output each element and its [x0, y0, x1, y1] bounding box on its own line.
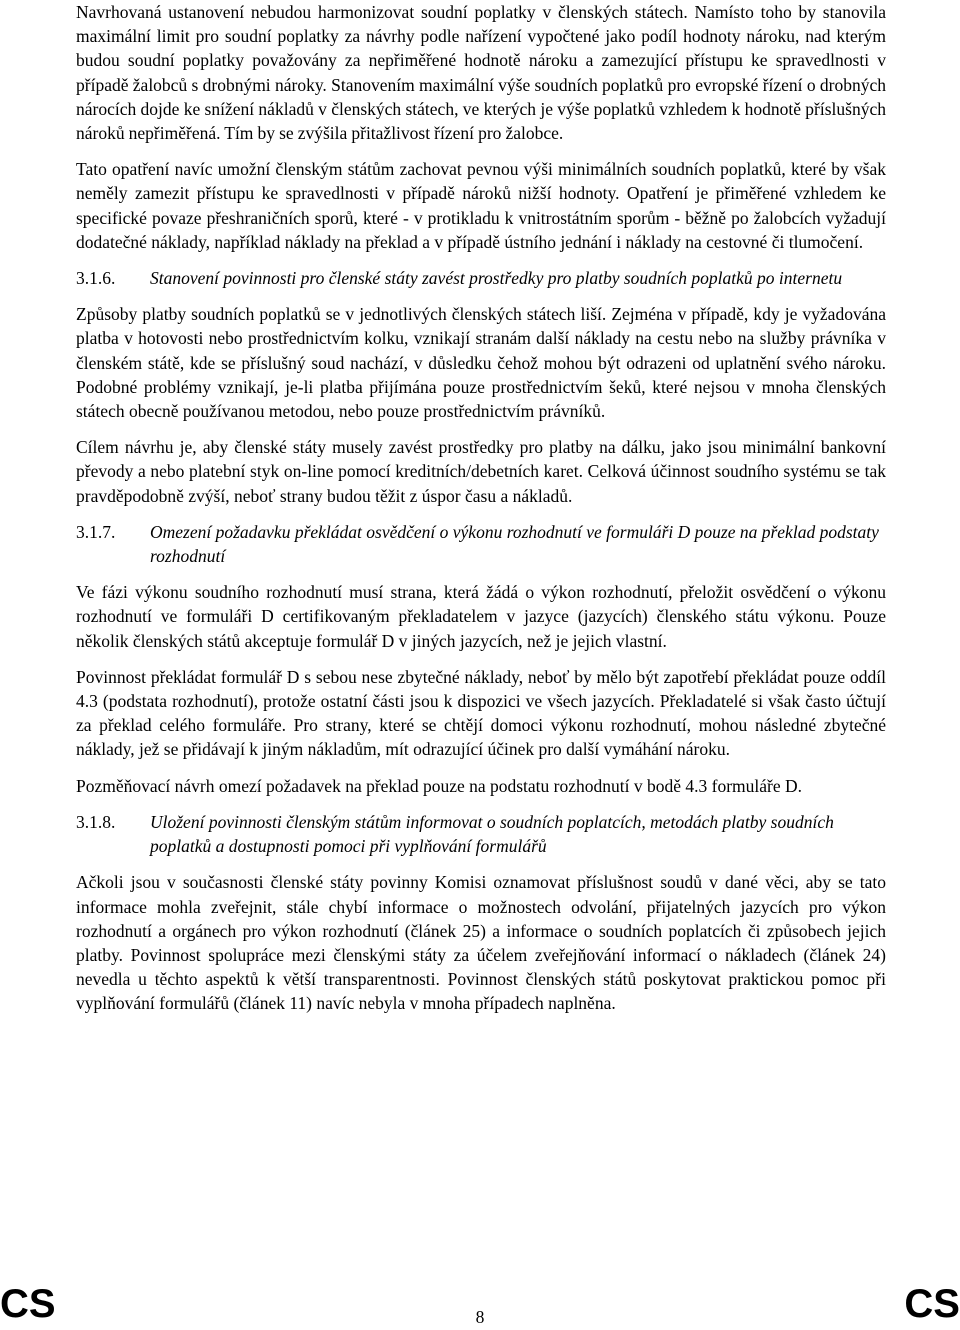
section-heading-3-1-7: [76, 520, 886, 568]
paragraph: Povinnost překládat formulář D s sebou nese zbytečné náklady, neboť by mělo být zapotřebí překládat pouze oddíl 4.3 (podstata rozhodnutí), protože ostatní části jsou k dispozici ve všech jazycích. Překladatelé si však často účtují za překlad celého formuláře. Pro strany, které se chtějí domoci výkonu rozhodnutí, mohou následné zbytečné náklady, jež se přidávají k jiným nákladům, mít odrazující účinek pro další vymáhání nároku.: [76, 666, 886, 760]
section-number: 3.1.8.: [76, 811, 116, 832]
section-heading-3-1-6: [76, 266, 886, 290]
footer-language-code-right: CS: [904, 1282, 960, 1326]
document-body: [76, 0, 886, 1028]
paragraph: Pozměňovací návrh omezí požadavek na překlad pouze na podstatu rozhodnutí v bodě 4.3 formuláře D.: [76, 775, 803, 796]
paragraph: Navrhovaná ustanovení nebudou harmonizovat soudní poplatky v členských státech. Namísto toho by stanovila maximální limit pro soudní poplatky za návrhy podle nařízení vypočtené jako podíl hodnoty nároku, nad kterým budou soudní poplatky považovány za nepřiměřené hodnotě nároku a zamezující přístupu ke spravedlnosti v případě žalobců s drobnými nároky. Stanovením maximální výše soudních poplatků pro evropské řízení o drobných nárocích dojde ke snížení nákladů v členských státech, ve kterých je výše poplatků vzhledem k hodnotě příslušných nároků nepřiměřená. Tím by se zvýšila přitažlivost řízení pro žalobce.: [76, 2, 886, 144]
footer-language-code-left: CS: [0, 1282, 56, 1326]
paragraph: Ačkoli jsou v současnosti členské státy povinny Komisi oznamovat příslušnost soudů v dané věci, aby se tato informace mohla zveřejnit, stále chybí informace o možnostech odvolání, přijatelných jazycích pro výkon rozhodnutí a orgánech pro výkon rozhodnutí (článek 25) a informace o soudních poplatcích či způsobech jejich platby. Povinnost spolupráce mezi členskými státy za účelem zveřejňování informací o nákladech (článek 24) nevedla u těchto aspektů k větší transparentnosti. Povinnost členských států poskytovat praktickou pomoc při vyplňování formulářů (článek 11) navíc nebyla v mnoha případech naplněna.: [76, 872, 886, 1014]
section-heading-3-1-8: [76, 810, 886, 858]
section-title: Stanovení povinnosti pro členské státy zavést prostředky pro platby soudních poplatků po internetu: [150, 268, 843, 289]
section-title: Uložení povinnosti členským státům informovat o soudních poplatcích, metodách platby soudních poplatků a dostupnosti pomoci při vyplňování formulářů: [150, 811, 834, 857]
section-title: Omezení požadavku překládat osvědčení o výkonu rozhodnutí ve formuláři D pouze na překlad podstaty rozhodnutí: [150, 521, 879, 567]
paragraph: Způsoby platby soudních poplatků se v jednotlivých členských státech liší. Zejména v případě, kdy je vyžadována platba v hotovosti nebo prostřednictvím kolku, vznikají stranám další náklady na cestu nebo na služby právníka v členském státě, kde se příslušný soud nachází, v důsledku čehož mohou být odrazeni od uplatnění svého nároku. Podobné problémy vznikají, je-li platba přijímána pouze prostřednictvím šeků, které nejsou v mnoha členských státech obecně používanou metodou, nebo pouze prostřednictvím právníků.: [76, 304, 886, 422]
section-number: 3.1.7.: [76, 521, 116, 542]
page-number: 8: [475, 1307, 485, 1327]
paragraph: Cílem návrhu je, aby členské státy musely zavést prostředky pro platby na dálku, jako jsou minimální bankovní převody a nebo platební styk on-line pomocí kreditních/debetních karet. Celková účinnost soudního systému se tak pravděpodobně zvýší, neboť strany budou těžit z úspor času a nákladů.: [76, 437, 886, 506]
paragraph: Ve fázi výkonu soudního rozhodnutí musí strana, která žádá o výkon rozhodnutí, přeložit osvědčení o výkonu rozhodnutí ve formuláři D certifikovaným překladatelem v jazyce (jazycích) členského státu výkonu. Pouze několik členských států akceptuje formulář D v jiných jazycích, než je jejich vlastní.: [76, 582, 886, 651]
section-number: 3.1.6.: [76, 268, 116, 289]
paragraph: Tato opatření navíc umožní členským státům zachovat pevnou výši minimálních soudních poplatků, které by však neměly zamezit přístupu ke spravedlnosti v případě nároků nižší hodnoty. Opatření je přiměřené vzhledem ke specifické povaze přeshraničních sporů, které - v protikladu k vnitrostátním sporům - běžně po žalobcích vyžadují dodatečné náklady, například náklady na překlad a v případě ústního jednání i náklady na cestovné či tlumočení.: [76, 159, 886, 252]
